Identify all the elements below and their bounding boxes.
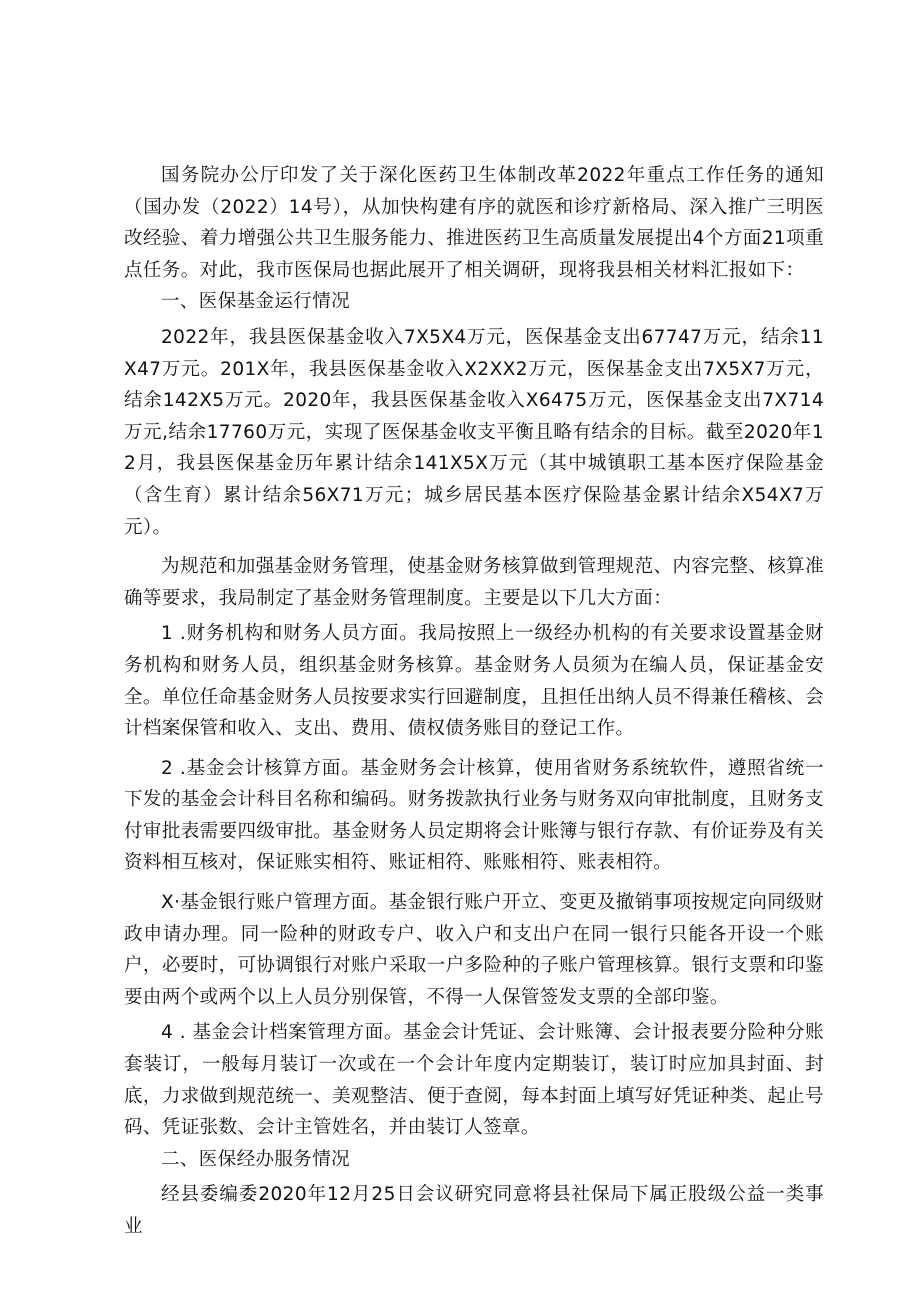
document-body (124, 160, 824, 1243)
fund-statistics-paragraph: 2022年，我县医保基金收入7X5X4万元，医保基金支出67747万元，结余11X47万元。201X年，我县医保基金收入X2XX2万元，医保基金支出7X5X7万元，结余142X5万元。2020年，我县医保基金收入X6475万元，医保基金支出7X714万元,结余17760万元，实现了医保基金收支平衡且略有结余的目标。截至2020年12月，我县医保基金历年累计结余141X5X万元（其中城镇职工基本医疗保险基金（含生育）累计结余56X71万元；城乡居民基本医疗保险基金累计结余X54X7万元）。 (124, 326, 824, 538)
item-accounting-paragraph: 2 .基金会计核算方面。基金财务会计核算，使用省财务系统软件，遵照省统一下发的基金会计科目名称和编码。财务拨款执行业务与财务双向审批制度，且财务支付审批表需要四级审批。基金财务人员定期将会计账簿与银行存款、有价证券及有关资料相互核对，保证账实相符、账证相符、账账相符、账表相符。 (124, 757, 824, 874)
section-heading-service: 二、医保经办服务情况 (161, 1148, 351, 1170)
financial-management-paragraph: 为规范和加强基金财务管理，使基金财务核算做到管理规范、内容完整、核算准确等要求，我局制定了基金财务管理制度。主要是以下几大方面： (124, 556, 824, 609)
item-archive-paragraph: 4 . 基金会计档案管理方面。基金会计凭证、会计账簿、会计报表要分险种分账套装订，一般每月装订一次或在一个会计年度内定期装订，装订时应加具封面、封底，力求做到规范统一、美观整洁、便于查阅，每本封面上填写好凭证种类、起止号码、凭证张数、会计主管姓名，并由装订人签章。 (124, 1022, 824, 1139)
intro-paragraph: 国务院办公厅印发了关于深化医药卫生体制改革2022年重点工作任务的通知（国办发（2022）14号），从加快构建有序的就医和诊疗新格局、深入推广三明医改经验、着力增强公共卫生服务能力、推进医药卫生高质量发展提出4个方面21项重点任务。对此，我市医保局也据此展开了相关调研，现将我县相关材料汇报如下： (124, 165, 824, 281)
item-bank-account-paragraph: X·基金银行账户管理方面。基金银行账户开立、变更及撤销事项按规定向同级财政申请办理。同一险种的财政专户、收入户和支出户在同一银行只能各开设一个账户，必要时，可协调银行对账户采取一户多险种的子账户管理核算。银行支票和印鉴要由两个或两个以上人员分别保管，不得一人保管签发支票的全部印鉴。 (124, 892, 824, 1008)
item-finance-staff-paragraph: 1 .财务机构和财务人员方面。我局按照上一级经办机构的有关要求设置基金财务机构和财务人员，组织基金财务核算。基金财务人员须为在编人员，保证基金安全。单位任命基金财务人员按要求实行回避制度，且担任出纳人员不得兼任稽核、会计档案保管和收入、支出、费用、债权债务账目的登记工作。 (124, 623, 824, 740)
section-heading-fund-operation: 一、医保基金运行情况 (161, 291, 351, 313)
service-paragraph: 经县委编委2020年12月25日会议研究同意将县社保局下属正股级公益一类事业 (124, 1184, 824, 1237)
